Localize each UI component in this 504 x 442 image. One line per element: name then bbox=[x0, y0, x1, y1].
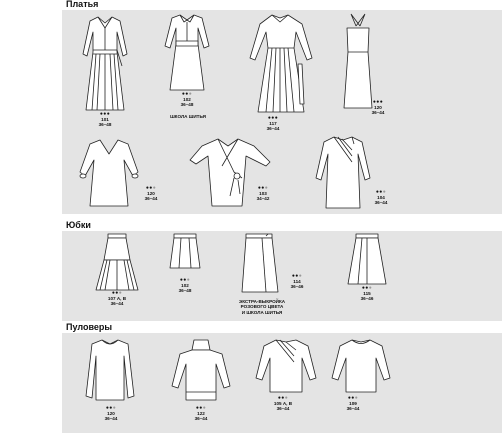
difficulty-dots: ●●● bbox=[111, 290, 123, 296]
pullover-109-drawing bbox=[330, 338, 392, 396]
pullover-120-drawing bbox=[84, 338, 136, 404]
size-range: 36–44 bbox=[144, 196, 158, 202]
section-title-skirts: Юбки bbox=[66, 220, 91, 230]
model-number: 115 bbox=[363, 291, 371, 296]
dress-102-drawing bbox=[162, 12, 212, 94]
dress-120-vneck-caption bbox=[136, 186, 166, 201]
size-range: 36–44 bbox=[110, 301, 124, 307]
note-line-1: ЭКСТРА-ВЫКРОЙКА bbox=[238, 299, 286, 304]
skirt-114-drawing bbox=[238, 232, 282, 296]
difficulty-dots: ●●● bbox=[347, 395, 359, 401]
dress-120-slip-caption bbox=[363, 100, 393, 115]
size-range: 36–44 bbox=[346, 406, 360, 412]
note-line-3: И ШКОЛА ШИТЬЯ bbox=[241, 309, 283, 315]
size-range: 36–44 bbox=[194, 416, 208, 422]
dress-101-drawing bbox=[80, 14, 130, 114]
model-number: 102 bbox=[183, 97, 191, 102]
difficulty-dots: ●●● bbox=[277, 395, 289, 401]
difficulty-dots: ●●● bbox=[179, 277, 191, 283]
difficulty-dots: ●●● bbox=[145, 185, 157, 191]
dress-101-caption bbox=[90, 112, 120, 127]
model-number: 102 bbox=[181, 283, 189, 288]
dress-104-drawing bbox=[312, 134, 374, 212]
model-number: 101 bbox=[101, 117, 109, 122]
difficulty-dots: ●●● bbox=[361, 285, 373, 291]
size-range: 34–42 bbox=[256, 196, 270, 202]
dress-117-drawing bbox=[246, 12, 316, 118]
dress-120-vneck-drawing bbox=[76, 138, 142, 210]
model-number: 104 bbox=[377, 195, 385, 200]
difficulty-dots: ●●● bbox=[181, 91, 193, 97]
difficulty-dots: ●●● bbox=[99, 111, 111, 117]
dress-104-caption bbox=[366, 190, 396, 205]
sewing-school-label: ШКОЛА ШИТЬЯ bbox=[170, 114, 206, 119]
pullover-120-caption bbox=[96, 406, 126, 421]
size-range: 36–44 bbox=[374, 200, 388, 206]
pullover-105-drawing bbox=[254, 336, 318, 396]
difficulty-dots: ●●● bbox=[372, 99, 384, 105]
size-range: 36–44 bbox=[371, 110, 385, 116]
model-number: 122 bbox=[197, 411, 205, 416]
model-number: 109 bbox=[349, 401, 357, 406]
size-range: 36–48 bbox=[98, 122, 112, 128]
dress-120-slip-drawing bbox=[338, 12, 378, 112]
size-range: 36–46 bbox=[360, 296, 374, 302]
dress-117-caption bbox=[258, 116, 288, 131]
pullover-122-caption bbox=[186, 406, 216, 421]
size-range: 36–48 bbox=[178, 288, 192, 294]
skirt-115-caption bbox=[352, 286, 382, 301]
size-range: 36–44 bbox=[104, 416, 118, 422]
model-number: 120 bbox=[107, 411, 115, 416]
size-range: 36–44 bbox=[266, 126, 280, 132]
section-title-pullovers: Пуловеры bbox=[66, 322, 113, 332]
model-number: 114 bbox=[293, 279, 301, 284]
skirt-115-drawing bbox=[346, 232, 388, 288]
model-number: 120 bbox=[374, 105, 382, 110]
note-line-2: РОЗОВОГО ЦВЕТА bbox=[240, 304, 284, 310]
skirt-102-drawing bbox=[168, 232, 202, 272]
skirt-114-caption bbox=[282, 274, 312, 289]
model-number: 120 bbox=[147, 191, 155, 196]
difficulty-dots: ●●● bbox=[375, 189, 387, 195]
section-title-dresses: Платья bbox=[66, 0, 99, 9]
difficulty-dots: ●●● bbox=[291, 273, 303, 279]
size-range: 36–44 bbox=[276, 406, 290, 412]
difficulty-dots: ●●● bbox=[195, 405, 207, 411]
pullover-105-caption bbox=[268, 396, 298, 411]
model-number: 105 А, В bbox=[273, 401, 293, 406]
model-number: 117 bbox=[269, 121, 277, 126]
dress-103-caption bbox=[248, 186, 278, 201]
size-range: 36–46 bbox=[290, 284, 304, 290]
difficulty-dots: ●●● bbox=[267, 115, 279, 121]
dress-102-caption bbox=[172, 92, 202, 107]
pullover-122-drawing bbox=[170, 338, 232, 404]
skirt-107-caption bbox=[102, 291, 132, 306]
pullover-109-caption bbox=[338, 396, 368, 411]
model-number: 107 А, В bbox=[107, 296, 127, 301]
skirt-102-caption bbox=[170, 278, 200, 293]
size-range: 36–48 bbox=[180, 102, 194, 108]
difficulty-dots: ●●● bbox=[105, 405, 117, 411]
skirt-107-drawing bbox=[92, 232, 142, 294]
extra-pattern-note bbox=[238, 299, 286, 315]
difficulty-dots: ●●● bbox=[257, 185, 269, 191]
model-number: 103 bbox=[259, 191, 267, 196]
